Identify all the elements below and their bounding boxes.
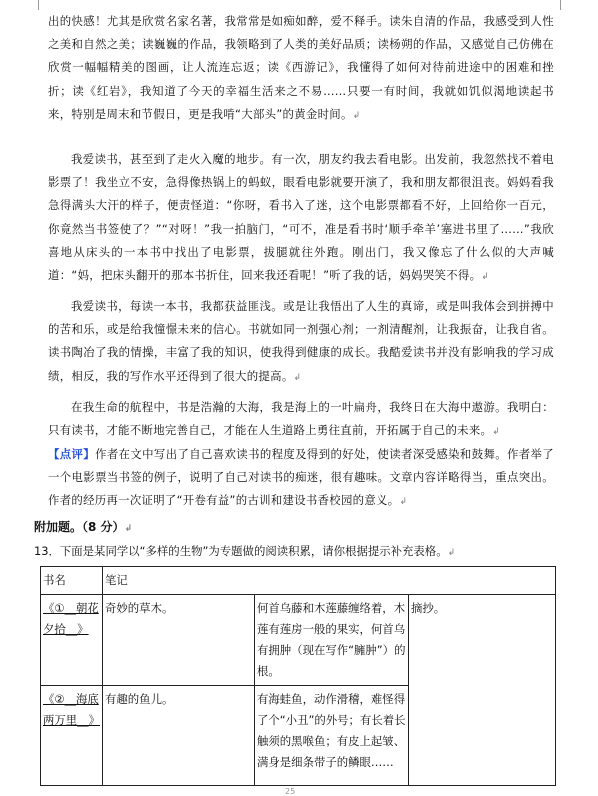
- paragraph-3: 我爱读书，每读一本书，我都获益匪浅。或是让我悟出了人生的真谛，或是叫我体会到拼搏中的苦和乐，或是给我憧憬未来的信心。书就如同一剂强心剂；一剂清醒剂，让我振奋，让我自省。读书陶冶了我的情操，丰富了我的知识，使我得到健康的成长。我酷爱读书并没有影响我的学习成绩，相反，我的写作水平还得到了很大的提高。↲: [48, 299, 554, 383]
- table-header-row: [41, 567, 556, 595]
- section-title: 附加题。（8 分）↲: [34, 520, 133, 534]
- topic-cell-1: 奇妙的草木。: [103, 595, 255, 686]
- crop-mark-left: [28, 0, 39, 10]
- page-number: 25: [285, 787, 296, 796]
- comment-paragraph: 【点评】作者在文中写出了自己喜欢读书的程度及得到的好处，使读者深受感染和鼓舞。作者举了一个电影票当书签的例子，说明了自己对读书的痴迷，很有趣味。文章内容详略得当，重点突出。作者的经历再一次证明了“开卷有益”的古训和建设书香校园的意义。↲: [48, 447, 554, 508]
- crop-mark-right: [560, 0, 571, 10]
- header-book: 书名: [41, 567, 103, 595]
- book-cell-2: 《②__海底两万里__》: [41, 686, 103, 786]
- excerpt-cell-1: 何首乌藤和木莲藤缠络着，木莲有莲房一般的果实，何首乌有拥肿（现在写作“臃肿”）的根。: [255, 595, 409, 686]
- topic-cell-2: 有趣的鱼儿。: [103, 686, 255, 786]
- reading-table: [40, 566, 556, 786]
- book-cell-1: 《①__朝花夕拾__》: [41, 595, 103, 686]
- paragraph-1: 出的快感！尤其是欣赏名家名著，我常常是如痴如醉，爱不释手。读朱自清的作品，我感受到人性之美和自然之美；读巍巍的作品，我领略到了人类的美好品质；读杨朔的作品，又感觉自己仿佛在欣赏一幅幅精美的图画，让人流连忘返；读《西游记》，我懂得了如何对待前进途中的困难和挫折；读《红岩》，我知道了今天的幸福生活来之不易……只要一有时间，我就如饥似渴地读起书来，特别是周末和节假日，更是我啃“大部头”的黄金时间。↲: [48, 14, 554, 121]
- question-13: 13．下面是某同学以“多样的生物”为专题做的阅读积累，请你根据提示补充表格。↲: [34, 544, 456, 558]
- excerpt-cell-2: 有海蛙鱼，动作滑稽，难怪得了个“小丑”的外号；有长着长触须的黑喉鱼；有皮上起皱、满身是细条带子的鳞眼……: [255, 686, 409, 786]
- comment-tag: 【点评】: [48, 447, 96, 461]
- paragraph-4: 在我生命的航程中，书是浩瀚的大海，我是海上的一叶扁舟，我终日在大海中遨游。我明白：只有读书，才能不断地完善自己，才能在人生道路上勇往直前，开拓属于自己的未来。↲: [48, 400, 554, 438]
- table-row: [41, 595, 556, 686]
- header-notes: 笔记: [103, 567, 556, 595]
- extra-cell: 摘抄。: [409, 595, 556, 786]
- paragraph-2: 我爱读书，甚至到了走火入魔的地步。有一次，朋友约我去看电影。出发前，我忽然找不着电影票了！我坐立不安，急得像热锅上的蚂蚁，眼看电影就要开演了，我和朋友都很沮丧。妈妈看我急得满头大汗的样子，便责怪道：“你呀，看书入了迷，这个电影票都看不好，上回给你一百元，你竟然当书签使了？”“对呀！”我一拍脑门，“可不，准是看书时‘顺手牵羊’塞进书里了……”我欣喜地从床头的一本书中找出了电影票，拔腿就往外跑。刚出门，我又像忘了什么似的大声喊道：“妈，把床头翻开的那本书折住，回来我还看呢！”听了我的话，妈妈哭笑不得。↲: [48, 152, 554, 283]
